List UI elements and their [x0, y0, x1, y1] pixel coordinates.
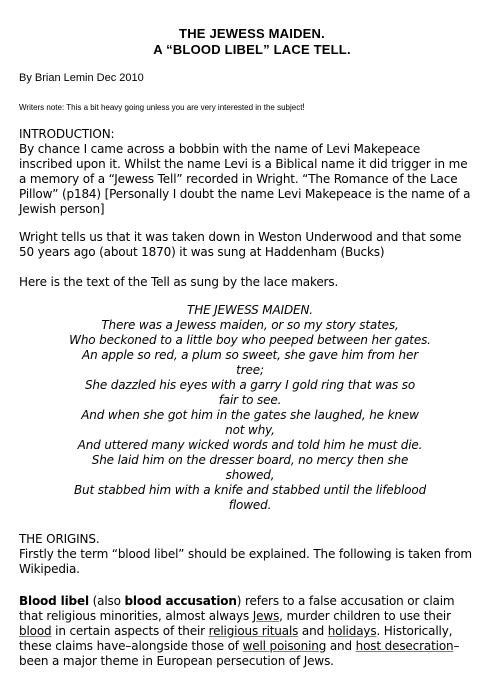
link-well-poisoning[interactable]: well poisoning — [242, 639, 327, 653]
wiki-text: that religious minorities, almost always — [19, 609, 253, 623]
wiki-text: ) refers to a false accusation or claim — [236, 594, 455, 608]
poem-line: tree; — [236, 363, 264, 377]
origins-section — [19, 532, 489, 577]
byline: By Brian Lemin Dec 2010 — [19, 72, 144, 84]
wiki-text: – — [453, 639, 460, 653]
wikipedia-excerpt — [19, 594, 489, 669]
poem-line: An apple so red, a plum so sweet, she gave him from her — [82, 348, 418, 362]
writers-note — [19, 102, 305, 113]
introduction-section — [19, 127, 489, 217]
poem-line: fair to see. — [218, 393, 282, 407]
tell-intro-paragraph — [19, 275, 489, 290]
origins-line: Wikipedia. — [19, 562, 80, 576]
link-holidays[interactable]: holidays — [327, 624, 377, 638]
link-jews[interactable]: Jews — [252, 609, 280, 623]
intro-line: Jewish person] — [19, 202, 105, 216]
poem-line: And uttered many wicked words and told him he must die. — [77, 438, 423, 452]
wiki-text: (also — [88, 594, 125, 608]
origins-heading: THE ORIGINS. — [19, 532, 100, 546]
tell-intro-line: Here is the text of the Tell as sung by the lace makers. — [19, 275, 339, 289]
intro-line: a memory of a “Jewess Tell” recorded in Wright. “The Romance of the Lace — [19, 172, 458, 186]
link-blood[interactable]: blood — [19, 624, 52, 638]
origins-line: Firstly the term “blood libel” should be explained. The following is taken from — [19, 547, 472, 561]
intro-line: inscribed upon it. Whilst the name Levi is a Biblical name it did trigger in me — [19, 157, 468, 171]
wright-paragraph — [19, 230, 489, 260]
poem-line: But stabbed him with a knife and stabbed until the lifeblood — [73, 483, 427, 497]
wiki-text: these claims have–alongside those of — [19, 639, 243, 653]
poem-line: not why, — [225, 423, 275, 437]
writers-note-exclamation: ! — [302, 102, 305, 112]
link-religious-rituals[interactable]: religious rituals — [208, 624, 299, 638]
document-title-line-2: A “BLOOD LIBEL” LACE TELL. — [153, 42, 351, 57]
introduction-heading: INTRODUCTION: — [19, 127, 115, 141]
writers-note-text: Writers note: This a bit heavy going unless you are very interested in the subject — [19, 103, 303, 112]
wright-line: Wright tells us that it was taken down in Weston Underwood and that some — [19, 230, 462, 244]
poem-line: She laid him on the dresser board, no mercy then she — [91, 453, 409, 467]
poem-line: And when she got him in the gates she laughed, he knew — [81, 408, 419, 422]
poem-line: showed, — [225, 468, 275, 482]
poem-line: Who beckoned to a little boy who peeped between her gates. — [69, 333, 431, 347]
wiki-text: and — [298, 624, 328, 638]
wiki-text: . Historically, — [376, 624, 453, 638]
wiki-line-2 — [19, 609, 489, 624]
document-title-line-1: THE JEWESS MAIDEN. — [179, 26, 325, 41]
poem-title: THE JEWESS MAIDEN. — [187, 303, 313, 317]
term-blood-accusation: blood accusation — [124, 594, 237, 608]
poem-block — [60, 303, 440, 513]
poem-line: flowed. — [228, 498, 272, 512]
wiki-text: and — [326, 639, 356, 653]
term-blood-libel: Blood libel — [19, 594, 89, 608]
wiki-line-3 — [19, 624, 489, 639]
wright-line: 50 years ago (about 1870) it was sung at Haddenham (Bucks) — [19, 245, 385, 259]
wiki-text: in certain aspects of their — [51, 624, 209, 638]
wiki-line-1 — [19, 594, 489, 609]
wiki-line-4 — [19, 639, 489, 654]
intro-line: By chance I came across a bobbin with the name of Levi Makepeace — [19, 142, 421, 156]
intro-line: Pillow” (p184) [Personally I doubt the name Levi Makepeace is the name of a — [19, 187, 471, 201]
wiki-line-5: been a major theme in European persecution of Jews. — [19, 654, 334, 668]
wiki-text: , murder children to use their — [279, 609, 451, 623]
link-host-desecration[interactable]: host desecration — [355, 639, 454, 653]
poem-line: She dazzled his eyes with a garry I gold ring that was so — [84, 378, 416, 392]
poem-line: There was a Jewess maiden, or so my story states, — [101, 318, 399, 332]
